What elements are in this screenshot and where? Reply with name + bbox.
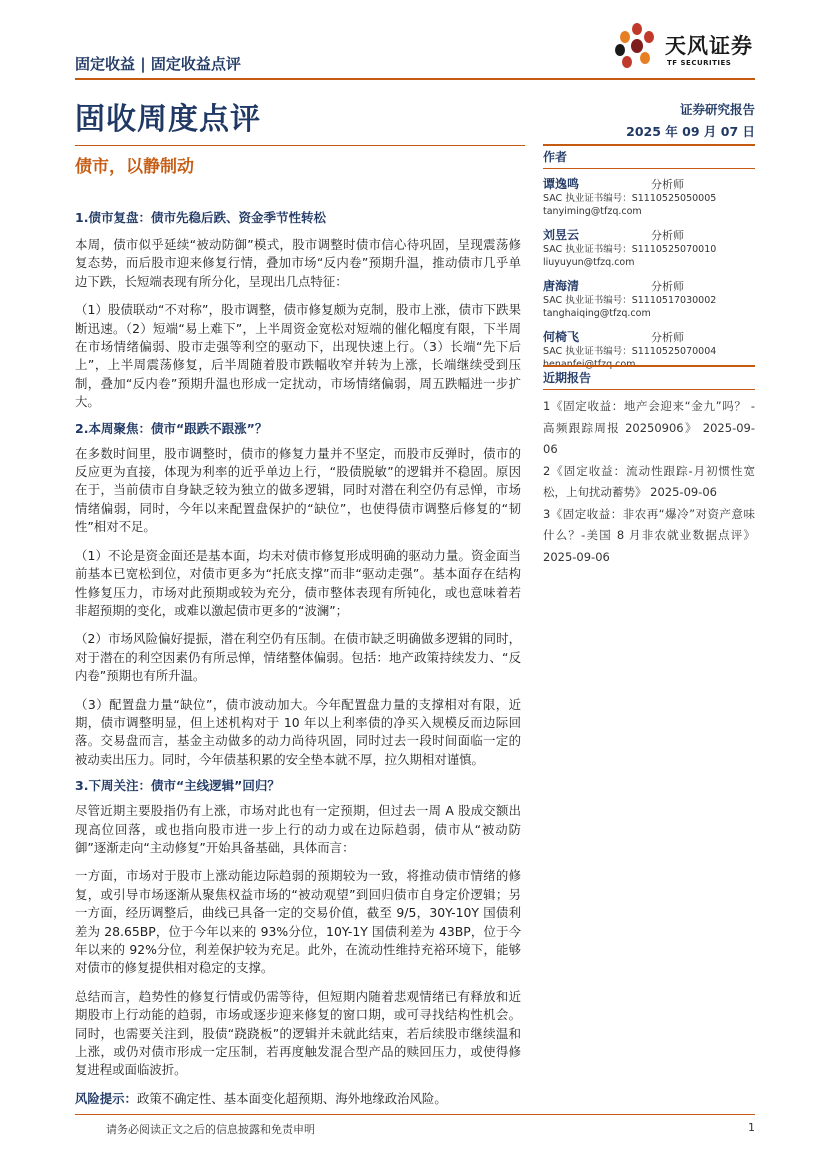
paragraph: （1）不论是资金面还是基本面，均未对债市修复形成明确的驱动力量。资金面当前基本已宽松到位，对债市更多为“托底支撑”而非“驱动走强”。基本面存在结构性修复压力，市场对此预期或较为充分，债市整体表现有所钝化，或也意味着若非超预期的变化，或难以激起债市更多的“波澜”； <box>75 547 521 618</box>
risk-warning <box>75 1090 521 1108</box>
authors-panel <box>543 144 755 373</box>
risk-label: 风险提示： <box>75 1090 137 1106</box>
author-cert: SAC 执业证书编号：S1110525070004 <box>543 346 717 357</box>
risk-text: 政策不确定性、基本面变化超预期、海外地缘政治风险。 <box>136 1090 447 1106</box>
recent-reports-heading: 近期报告 <box>543 365 755 390</box>
author-name: 谭逸鸣 <box>543 177 580 191</box>
author-name: 刘昱云 <box>543 228 580 242</box>
section-heading-2: 2.本周聚焦：债市“跟跌不跟涨”？ <box>75 420 268 436</box>
author-email[interactable]: tanyiming@tfzq.com <box>543 206 642 217</box>
paragraph: （2）市场风险偏好提振，潜在利空仍有压制。在债市缺乏明确做多逻辑的同时，对于潜在的利空因素仍有所忌惮，情绪整体偏弱。包括：地产政策持续发力、“反内卷”预期也有所升温。 <box>75 631 521 684</box>
author-name: 何椅飞 <box>543 330 580 344</box>
author-entry <box>543 226 755 271</box>
author-email[interactable]: henanfei@tfzq.com <box>543 359 636 370</box>
paragraph: 总结而言，趋势性的修复行情或仍需等待，但短期内随着悲观情绪已有释放和近期股市上行动能的趋弱，市场或逐步迎来修复的窗口期，或可寻找结构性机会。同时，也需要关注到，股债“跷跷板”的逻辑并未就此结束，若后续股市继续温和上涨，或仍对债市形成一定压制，若再度触发混合型产品的赎回压力，或使得修复进程或面临波折。 <box>75 988 521 1078</box>
flower-logo-icon <box>613 22 661 72</box>
paragraph: 本周，债市似乎延续“被动防御”模式，股市调整时债市信心待巩固，呈现震荡修复态势，而后股市迎来修复行情，叠加市场“反内卷”预期升温，推动债市几乎单边下跌，长短端表现有所分化，呈现出几点特征： <box>75 237 521 289</box>
page-title: 固收周度点评 <box>75 102 261 137</box>
section-heading-3: 3.下周关注：债市“主线逻辑”回归？ <box>75 778 280 794</box>
logo-chinese-name: 天风证券 <box>665 34 753 58</box>
report-date: 2025 年 09 月 07 日 <box>626 124 755 139</box>
author-role: 分析师 <box>651 229 684 242</box>
footer-divider <box>75 1114 755 1115</box>
author-role: 分析师 <box>651 331 684 344</box>
report-subtitle: 债市，以静制动 <box>75 157 194 177</box>
title-divider <box>75 145 525 146</box>
footer-disclaimer: 请务必阅读正文之后的信息披露和免责申明 <box>106 1123 315 1136</box>
paragraph: 在多数时间里，股市调整时，债市的修复力量并不坚定，而股市反弹时，债市的反应更为直接，体现为利率的近乎单边上行，“股债脱敏”的逻辑并不稳固。原因在于，当前债市自身缺乏较为独立的做多逻辑，同时对潜在利空仍有忌惮，市场情绪偏弱，同时，今年以来配置盘保护的“缺位”，也使得债市调整后修复的“韧性”相对不足。 <box>75 445 521 535</box>
section-heading-1: 1.债市复盘：债市先稳后跌、资金季节性转松 <box>75 210 326 225</box>
author-email[interactable]: tanghaiqing@tfzq.com <box>543 308 651 319</box>
paragraph: （3）配置盘力量“缺位”，债市波动加大。今年配置盘力量的支撑相对有限，近期，债市调整明显，但上述机构对于 10 年以上利率债的净买入规模反而边际回落。交易盘而言，基金主动做多的动力尚待巩固，同时过去一段时间面临一定的被动卖出压力。同时，今年债基积累的安全垫本就不厚，拉久期相对谨慎。 <box>75 696 521 767</box>
author-cert: SAC 执业证书编号：S1110525050005 <box>543 193 717 204</box>
header-divider <box>75 78 755 80</box>
paragraph: （1）股债联动“不对称”，股市调整，债市修复颇为克制，股市上涨，债市下跌果断迅速。（2）短端“易上难下”，上半周资金宽松对短端的催化幅度有限，下半周在市场情绪偏弱、股市走强等利空的驱动下，出现快速上行。（3）长端“先下后上”，上半周震荡修复，后半周随着股市跌幅收窄并转为上涨，长端继续受到压制，叠加“反内卷”预期升温也形成一定扰动，市场情绪偏弱，周五跌幅进一步扩大。 <box>75 302 521 410</box>
recent-reports-list <box>543 396 755 568</box>
report-type: 证券研究报告 <box>679 102 755 117</box>
logo-english-name: TF SECURITIES <box>667 59 732 67</box>
author-name: 唐海清 <box>543 279 580 293</box>
author-role: 分析师 <box>651 280 684 293</box>
recent-report-item[interactable]: 3《固定收益：非农再“爆冷”对资产意味什么？-美国 8 月非农就业数据点评》 2025-09-06 <box>543 506 755 564</box>
author-role: 分析师 <box>651 178 684 191</box>
author-entry <box>543 277 755 322</box>
author-cert: SAC 执业证书编号：S1110525070010 <box>543 244 717 255</box>
page-number: 1 <box>748 1121 755 1134</box>
report-category: 固定收益 | 固定收益点评 <box>75 55 241 73</box>
recent-report-item[interactable]: 2《固定收益：流动性跟踪-月初惯性宽松，上旬扰动蓄势》 2025-09-06 <box>543 463 755 499</box>
tf-securities-logo <box>613 22 763 72</box>
author-entry <box>543 175 755 220</box>
authors-heading: 作者 <box>543 144 755 169</box>
paragraph: 尽管近期主要股指仍有上涨，市场对此也有一定预期，但过去一周 A 股成交额出现高位回落，或也指向股市进一步上行的动力或在边际趋弱，债市从“被动防御”逐渐走向“主动修复”开始具备基础，具体而言： <box>75 803 521 855</box>
author-cert: SAC 执业证书编号：S1110517030002 <box>543 295 717 306</box>
paragraph: 一方面，市场对于股市上涨动能边际趋弱的预期较为一致，将推动债市情绪的修复，或引导市场逐渐从聚焦权益市场的“被动观望”到回归债市自身定价逻辑；另一方面，经历调整后，曲线已具备一定的交易价值，截至 9/5，30Y-10Y 国债利差为 28.65BP，位于今年以来的 93%分位，10Y-1Y 国债利差为 43BP，位于今年以来的 92%分位，利差保护较为充足。此外，在流动性维持充裕环境下，能够对债市的修复提供相对稳定的支撑。 <box>75 868 521 976</box>
recent-reports-panel <box>543 365 755 568</box>
author-email[interactable]: liuyuyun@tfzq.com <box>543 257 635 268</box>
recent-report-item[interactable]: 1《固定收益：地产会迎来“金九”吗？ - 高频跟踪周报 20250906》 2025-09-06 <box>543 399 755 456</box>
main-content <box>75 208 521 1108</box>
